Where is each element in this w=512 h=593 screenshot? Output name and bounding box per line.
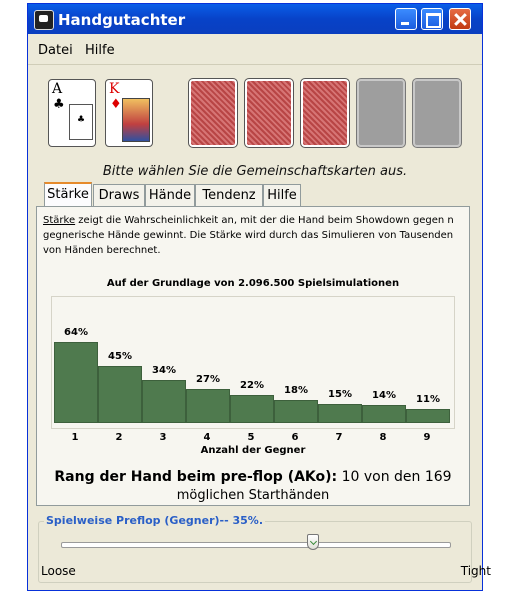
preflop-slider-thumb[interactable] [307, 534, 319, 550]
tab-staerke[interactable]: Stärke [44, 182, 92, 207]
preflop-style-legend: Spielweise Preflop (Gegner)-- 35%. [46, 514, 263, 527]
menu-bar [28, 34, 482, 65]
chart-bar [274, 400, 318, 423]
chart-value-label: 27% [196, 374, 220, 385]
chart-x-tick: 6 [291, 432, 299, 443]
maximize-button[interactable] [421, 8, 443, 30]
community-card-3[interactable] [301, 79, 349, 147]
x-axis-label: Anzahl der Gegner [200, 445, 306, 456]
community-card-2[interactable] [245, 79, 293, 147]
chart-x-tick: 5 [247, 432, 255, 443]
tab-panel-staerke [36, 206, 470, 506]
chart-title: Auf der Grundlage von 2.096.500 Spielsimulationen [106, 278, 400, 289]
strength-description [43, 213, 463, 258]
diamond-suit-icon: ♦ [110, 97, 122, 112]
community-card-1[interactable] [189, 79, 237, 147]
chart-bar [98, 366, 142, 423]
chart-x-tick: 9 [423, 432, 431, 443]
title-bar[interactable] [28, 4, 482, 34]
hole-card-1[interactable] [48, 79, 96, 147]
slider-max-label: Tight [460, 564, 491, 578]
minimize-button[interactable] [395, 8, 417, 30]
chart-bar [142, 380, 186, 423]
king-figure-icon [122, 98, 150, 142]
chart-x-tick: 3 [159, 432, 167, 443]
chart-bar [318, 404, 362, 423]
chart-value-label: 34% [152, 365, 176, 376]
club-pip-icon: ♣ [69, 104, 93, 140]
chart-x-tick: 4 [203, 432, 211, 443]
tab-draws[interactable]: Draws [93, 184, 145, 206]
window-title: Handgutachter [58, 11, 186, 29]
community-card-4[interactable] [357, 79, 405, 147]
chart-bar [362, 405, 406, 423]
chart-value-label: 14% [372, 390, 396, 401]
hand-rank-label: Rang der Hand beim pre-flop (AKo): [54, 469, 338, 485]
hole-card-2[interactable] [105, 79, 153, 147]
chart-value-label: 64% [64, 327, 88, 338]
chart-bar [230, 395, 274, 423]
chart-value-label: 11% [416, 394, 440, 405]
menu-datei[interactable]: Datei [38, 43, 73, 58]
bar-chart [51, 296, 455, 429]
chart-x-tick: 7 [335, 432, 343, 443]
chart-x-tick: 2 [115, 432, 123, 443]
choose-community-cards-text: Bitte wählen Sie die Gemeinschaftskarten aus. [102, 164, 408, 179]
hand-rank-line2: möglichen Starthänden [176, 488, 330, 503]
hand-rank-value: 10 von den 169 [341, 469, 452, 485]
chart-bar [406, 409, 450, 423]
close-button[interactable] [449, 8, 471, 30]
community-card-5[interactable] [413, 79, 461, 147]
tab-hilfe[interactable]: Hilfe [263, 184, 301, 206]
chart-value-label: 22% [240, 380, 264, 391]
strength-term: Stärke [43, 215, 76, 226]
preflop-slider-track[interactable] [61, 542, 451, 548]
app-window [27, 3, 491, 591]
chart-value-label: 18% [284, 385, 308, 396]
card-rank: K [109, 81, 120, 97]
chart-value-label: 15% [328, 389, 352, 400]
menu-hilfe[interactable]: Hilfe [85, 43, 115, 58]
hand-rank [37, 469, 469, 485]
app-icon [34, 10, 54, 30]
tab-tendenz[interactable]: Tendenz [195, 184, 263, 206]
chart-x-tick: 1 [71, 432, 79, 443]
preflop-style-group [38, 514, 491, 583]
club-suit-icon: ♣ [53, 97, 65, 112]
tab-haende[interactable]: Hände [145, 184, 195, 206]
card-rank: A [52, 81, 63, 97]
chart-bar [54, 342, 98, 423]
chart-value-label: 45% [108, 351, 132, 362]
strength-text: zeigt die Wahrscheinlichkeit an, mit der die Hand beim Showdown gegen n gegnerische Hände gewinnt. Die Stärke wird durch das Simulieren von Tausenden von Händen berechnet. [43, 215, 454, 256]
chart-bar [186, 389, 230, 423]
chart-x-tick: 8 [379, 432, 387, 443]
slider-min-label: Loose [41, 564, 76, 578]
